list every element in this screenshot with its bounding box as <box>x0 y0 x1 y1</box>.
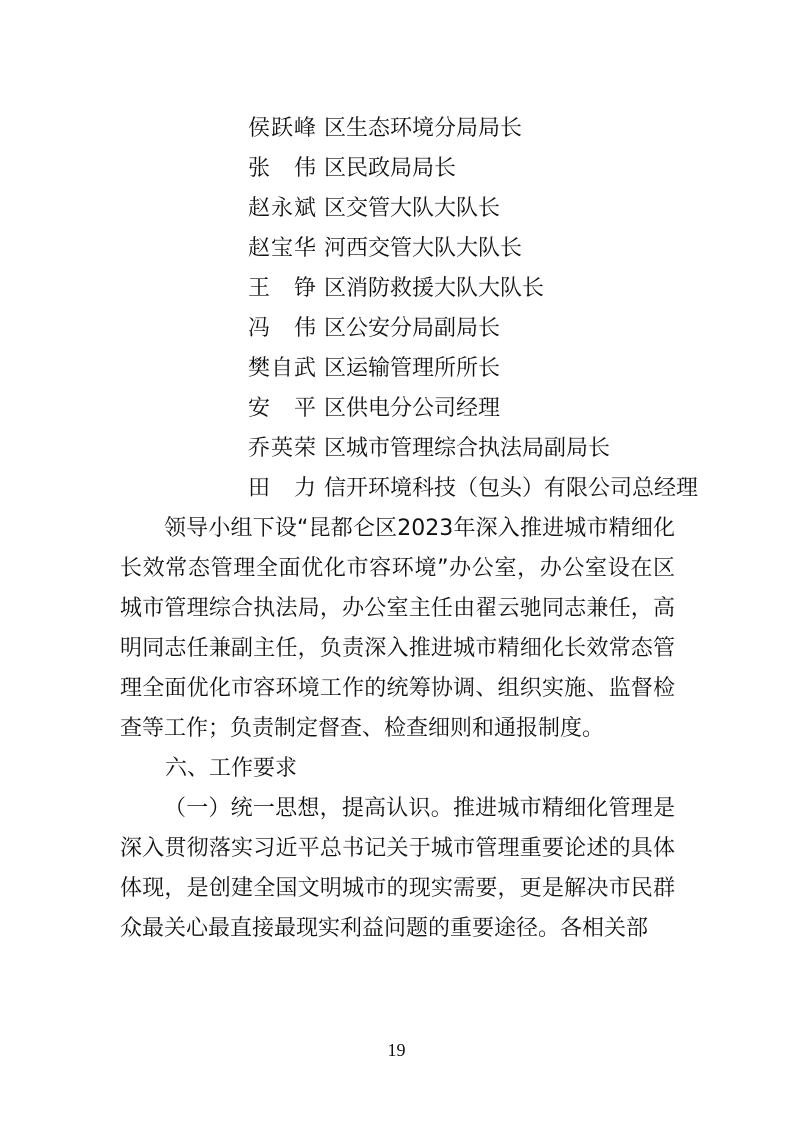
member-name: 安 平 <box>248 396 316 421</box>
member-row <box>248 469 698 509</box>
member-title: 区供电分公司经理 <box>324 396 501 421</box>
member-row <box>248 429 610 469</box>
member-row <box>248 389 500 429</box>
member-name: 赵宝华 <box>248 236 316 261</box>
member-name: 赵永斌 <box>248 196 316 221</box>
member-title: 河西交管大队大队长 <box>324 236 523 261</box>
section-heading: 六、工作要求 <box>165 756 298 781</box>
member-row <box>248 109 522 149</box>
member-title: 区民政局局长 <box>324 156 457 181</box>
member-name: 侯跃峰 <box>248 116 316 141</box>
member-row <box>248 149 456 189</box>
member-title: 区公安分局副局长 <box>324 316 501 341</box>
member-name: 乔英荣 <box>248 436 316 461</box>
member-row <box>248 229 522 269</box>
member-title: 信开环境科技（包头）有限公司总经理 <box>324 476 699 501</box>
member-title: 区生态环境分局局长 <box>324 116 523 141</box>
member-title: 区消防救援大队大队长 <box>324 276 545 301</box>
member-row <box>248 269 544 309</box>
page-number: 19 <box>387 1040 406 1060</box>
member-row <box>248 309 500 349</box>
requirement-paragraph: （一）统一思想，提高认识。推进城市精细化管理是深入贯彻落实习近平总书记关于城市管理重要论述的具体体现，是创建全国文明城市的现实需要，更是解决市民群众最关心最直接最现实利益问题的重要途径。各相关部 <box>120 796 675 941</box>
member-row <box>248 349 500 389</box>
member-name: 田 力 <box>248 476 316 501</box>
member-name: 樊自武 <box>248 356 316 381</box>
member-title: 区城市管理综合执法局副局长 <box>324 436 611 461</box>
member-title: 区运输管理所所长 <box>324 356 501 381</box>
member-row <box>248 189 500 229</box>
member-name: 冯 伟 <box>248 316 316 341</box>
member-title: 区交管大队大队长 <box>324 196 501 221</box>
office-paragraph: 领导小组下设“昆都仑区2023年深入推进城市精细化长效常态管理全面优化市容环境”办公室，办公室设在区城市管理综合执法局，办公室主任由翟云驰同志兼任，高明同志任兼副主任，负责深入推进城市精细化长效常态管理全面优化市容环境工作的统筹协调、组织实施、监督检查等工作；负责制定督查、检查细则和通报制度。 <box>120 516 675 741</box>
member-name: 张 伟 <box>248 156 316 181</box>
member-name: 王 铮 <box>248 276 316 301</box>
